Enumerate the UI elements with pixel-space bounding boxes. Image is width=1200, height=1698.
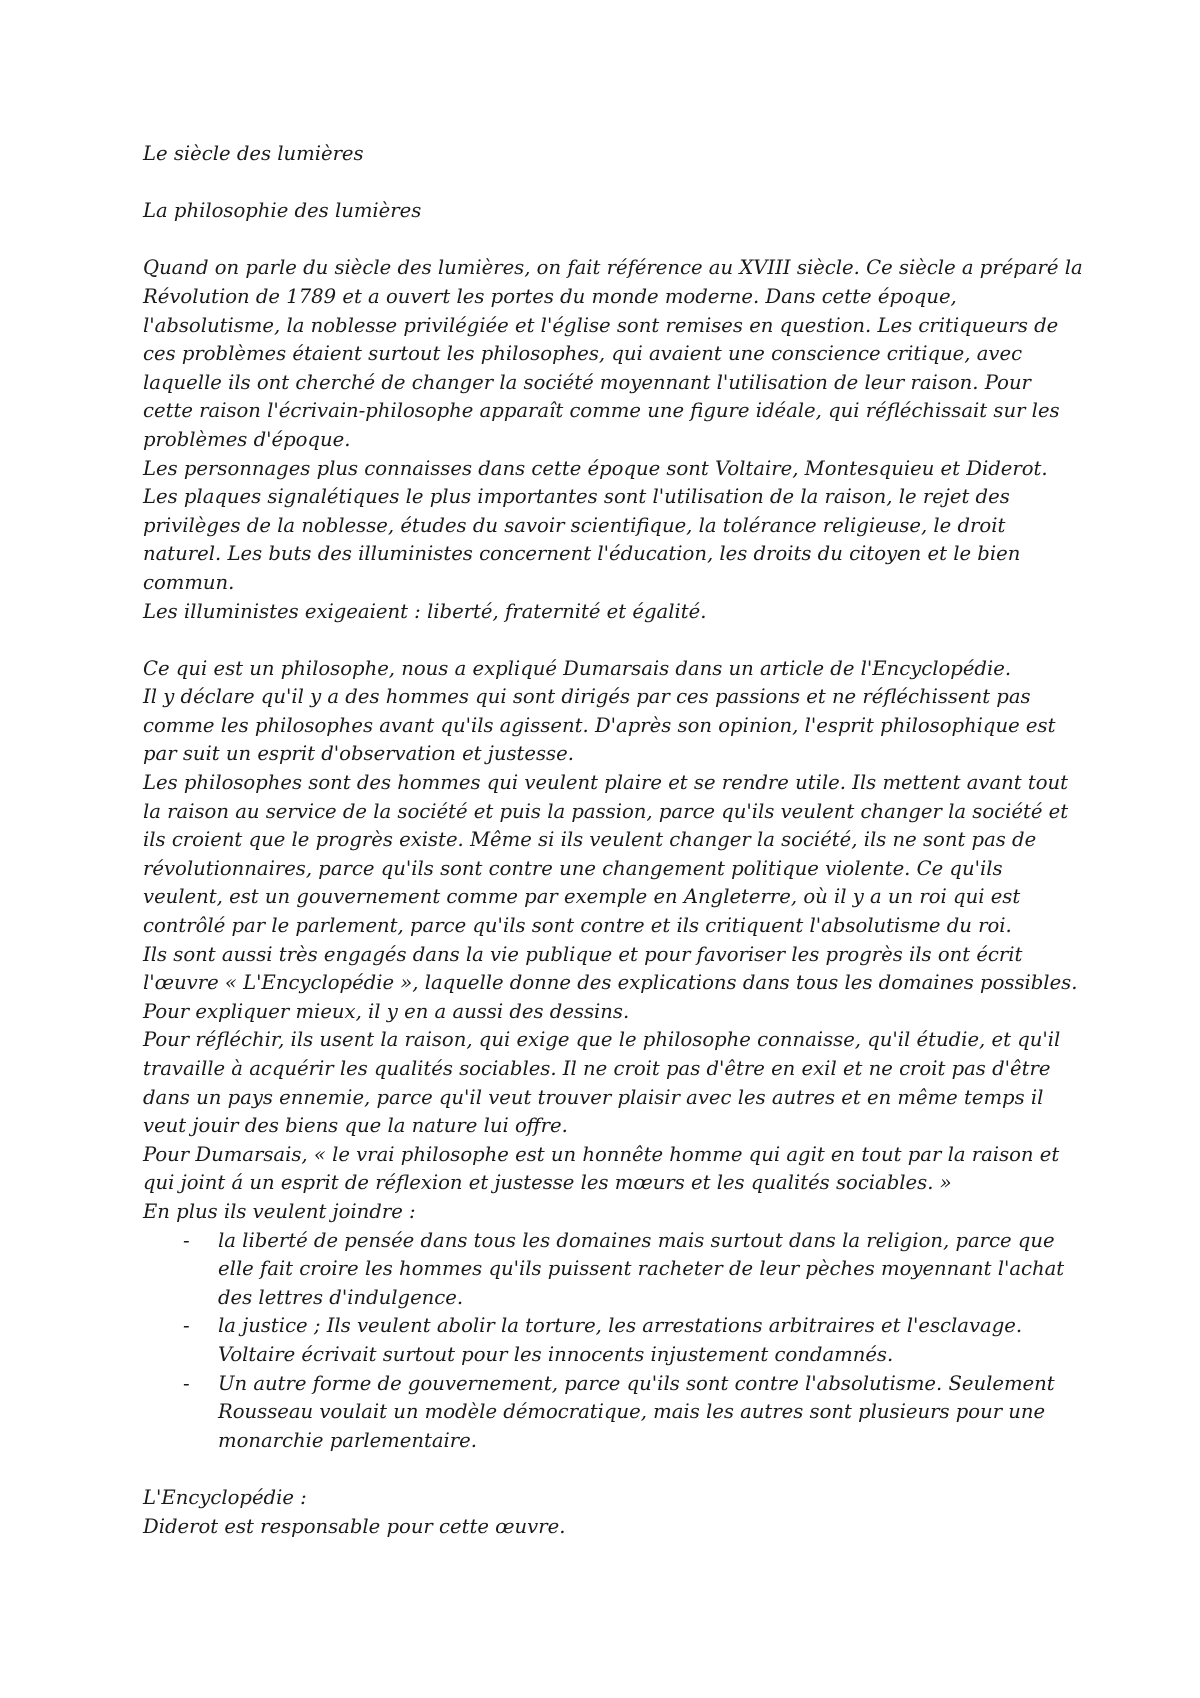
document-page <box>143 140 1083 1541</box>
bullet-list <box>143 1227 1083 1456</box>
paragraph-declare: Il y déclare qu'il y a des hommes qui sont dirigés par ces passions et ne réfléchissent pas comme les philosophes avant qu'ils agissent. D'après son opinion, l'esprit philosophique est par suit un esprit d'observation et justesse. <box>143 685 1056 766</box>
document-title: Le siècle des lumières <box>143 142 364 165</box>
spacer <box>143 169 1083 198</box>
paragraph-dumarsais-intro: Ce qui est un philosophe, nous a expliqué Dumarsais dans un article de l'Encyclopédie. <box>143 656 1012 680</box>
paragraph-personnages: Les personnages plus connaisses dans cette époque sont Voltaire, Montesquieu et Diderot. <box>143 456 1048 480</box>
list-item-text: Un autre forme de gouvernement, parce qu'ils sont contre l'absolutisme. Seulement Rousseau voulait un modèle démocratique, mais les autres sont plusieurs pour une monarchie parlementaire. <box>218 1371 1055 1452</box>
bullet-dash: - <box>183 1228 190 1252</box>
paragraph-diderot: Diderot est responsable pour cette œuvre. <box>143 1514 566 1538</box>
list-item-text: la liberté de pensée dans tous les domaines mais surtout dans la religion, parce que elle fait croire les hommes qu'ils puissent racheter de leur pèches moyennant l'achat des lettres d'indulgence. <box>218 1228 1065 1309</box>
list-item <box>143 1370 1083 1456</box>
section-heading-encyclopedie: L'Encyclopédie : <box>143 1485 307 1509</box>
paragraph-exigeaient: Les illuministes exigeaient : liberté, fraternité et égalité. <box>143 599 707 623</box>
spacer <box>143 626 1083 655</box>
paragraph-intro: Quand on parle du siècle des lumières, on fait référence au XVIII siècle. Ce siècle a préparé la Révolution de 1789 et a ouvert les portes du monde moderne. Dans cette époque, l'absolutisme, la noblesse privilégiée et l'église sont remises en question. Les critiqueurs de ces problèmes étaient surtout les philosophes, qui avaient une conscience critique, avec laquelle ils ont cherché de changer la société moyennant l'utilisation de leur raison. Pour cette raison l'écrivain-philosophe apparaît comme une figure idéale, qui réfléchissait sur les problèmes d'époque. <box>143 256 1083 451</box>
paragraph-reflechir: Pour réfléchir, ils usent la raison, qui exige que le philosophe connaisse, qu'il étudie, et qu'il travaille à acquérir les qualités sociables. Il ne croit pas d'être en exil et ne croit pas d'être dans un pays ennemie, parce qu'il veut trouver plaisir avec les autres et en même temps il veut jouir des biens que la nature lui offre. <box>143 1028 1061 1138</box>
list-item-text: la justice ; Ils veulent abolir la torture, les arrestations arbitraires et l'esclavage. Voltaire écrivait surtout pour les innocents injustement condamnés. <box>218 1314 1023 1366</box>
paragraph-engages: Ils sont aussi très engagés dans la vie publique et pour favoriser les progrès ils ont écrit l'œuvre « L'Encyclopédie », laquelle donne des explications dans tous les domaines possibles. Pour expliquer mieux, il y en a aussi des dessins. <box>143 942 1078 1023</box>
spacer <box>143 1455 1083 1484</box>
paragraph-joindre: En plus ils veulent joindre : <box>143 1199 416 1223</box>
spacer <box>143 226 1083 255</box>
list-item <box>143 1312 1083 1369</box>
paragraph-philosophes: Les philosophes sont des hommes qui veulent plaire et se rendre utile. Ils mettent avant tout la raison au service de la société et puis la passion, parce qu'ils veulent changer la société et ils croient que le progrès existe. Même si ils veulent changer la société, ils ne sont pas de révolutionnaires, parce qu'ils sont contre une changement politique violente. Ce qu'ils veulent, est un gouvernement comme par exemple en Angleterre, où il y a un roi qui est contrôlé par le parlement, parce qu'ils sont contre et ils critiquent l'absolutisme du roi. <box>143 771 1069 938</box>
list-item <box>143 1227 1083 1313</box>
bullet-dash: - <box>183 1314 190 1338</box>
paragraph-citation: Pour Dumarsais, « le vrai philosophe est un honnête homme qui agit en tout par la raison et qui joint á un esprit de réflexion et justesse les mœurs et les qualités sociables. » <box>143 1142 1060 1195</box>
bullet-dash: - <box>183 1371 190 1395</box>
paragraph-plaques: Les plaques signalétiques le plus importantes sont l'utilisation de la raison, le rejet des privilèges de la noblesse, études du savoir scientifique, la tolérance religieuse, le droit naturel. Les buts des illuministes concernent l'éducation, les droits du citoyen et le bien commun. <box>143 485 1021 594</box>
document-subtitle: La philosophie des lumières <box>143 199 422 223</box>
